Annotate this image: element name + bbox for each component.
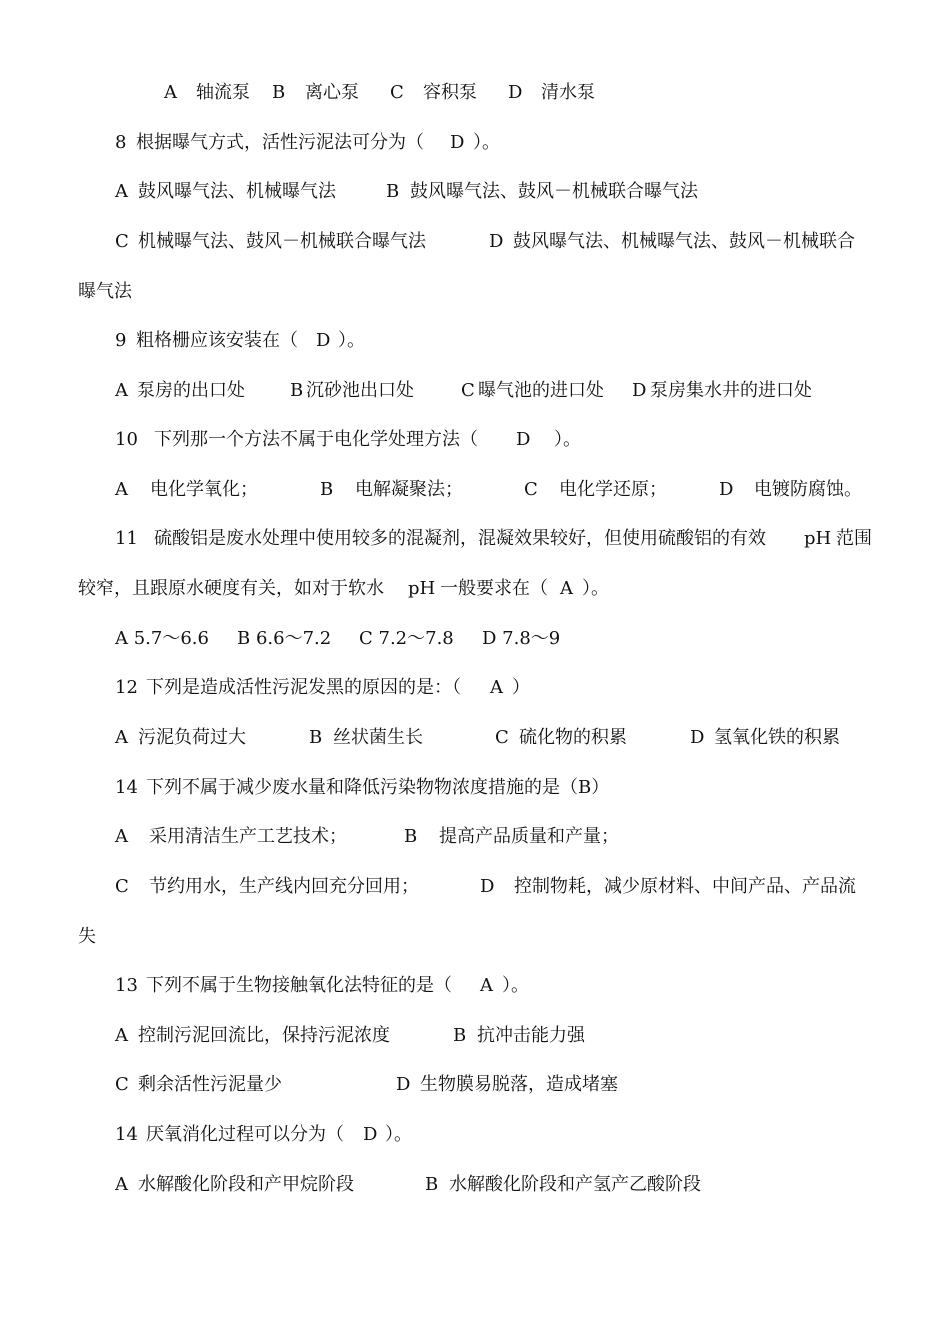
continuation-text: 曝气法 [78,281,132,302]
question-text: ）。 [554,429,581,450]
text-line [0,177,950,207]
question-number: 9 [115,330,127,351]
question-line [0,524,950,554]
option-label: A [115,380,128,401]
option-label: B [386,181,400,202]
text-line [0,574,950,604]
question-number: 14 [115,1124,138,1145]
option-label: C [115,1074,129,1095]
question-text: 硫酸铝是废水处理中使用较多的混凝剂，混凝效果较好，但使用硫酸铝的有效 [154,528,766,549]
option-label: A [115,826,128,847]
question-text: 根据曝气方式，活性污泥法可分为（ [136,132,424,153]
option-text: 控制物耗，减少原材料、中间产品、产品流 [514,876,856,897]
option-text: 泵房的出口处 [137,380,245,401]
option-label: D [508,82,523,103]
option-text: 采用清洁生产工艺技术； [149,826,347,847]
question-text: ）。 [338,330,365,351]
option-text: 沉砂池出口处 [306,380,414,401]
option-label: A [115,1174,128,1195]
question-text: 范围 [836,528,872,549]
option-text: 鼓风曝气法、鼓风－机械联合曝气法 [410,181,698,202]
continuation-text: 失 [78,926,96,947]
answer: D [316,330,331,351]
continuation-text: pH [408,578,436,599]
option-text: 电解凝聚法； [355,479,463,500]
question-line [0,425,950,455]
option-label: C [390,82,404,103]
text-line [0,922,950,952]
option-text: 水解酸化阶段和产甲烷阶段 [138,1174,354,1195]
option-label: B [404,826,418,847]
answer: D [363,1124,378,1145]
question-line [0,673,950,703]
continuation-text: 一般要求在（ [440,578,548,599]
question-line [0,128,950,158]
option-label: D [480,876,495,897]
option-text: 容积泵 [423,82,477,103]
option-text: D 7.8～9 [482,628,561,649]
option-text: 电化学氧化； [150,479,258,500]
question-text: 下列是造成活性污泥发黑的原因的是：（ [146,677,461,698]
option-text: 控制污泥回流比，保持污泥浓度 [138,1025,390,1046]
option-text: 生物膜易脱落，造成堵塞 [420,1074,618,1095]
question-text: 厌氧消化过程可以分为（ [146,1124,344,1145]
option-text: 轴流泵 [196,82,250,103]
option-label: B [290,380,304,401]
option-label: C [115,876,129,897]
question-number: 11 [115,528,138,549]
option-text: 鼓风曝气法、机械曝气法、鼓风－机械联合 [513,231,855,252]
option-label: D [632,380,647,401]
answer: A [480,975,493,996]
answer: D [450,132,465,153]
option-text: 污泥负荷过大 [138,727,246,748]
answer: A [560,578,573,599]
option-label: D [719,479,734,500]
option-label: A [115,727,128,748]
text-line [0,376,950,406]
option-text: 氢氧化铁的积累 [714,727,840,748]
option-text: 泵房集水井的进口处 [650,380,812,401]
text-line [0,1021,950,1051]
option-text: 鼓风曝气法、机械曝气法 [138,181,336,202]
option-text: B 6.6～7.2 [237,628,332,649]
question-text: 下列那一个方法不属于电化学处理方法（ [154,429,478,450]
question-text: ）。 [502,975,529,996]
continuation-text: 较窄，且跟原水硬度有关，如对于软水 [78,578,384,599]
question-text: ）。 [473,132,500,153]
question-number: 10 [115,429,138,450]
option-text: 抗冲击能力强 [477,1025,585,1046]
text-line [0,822,950,852]
option-text: 剩余活性污泥量少 [138,1074,282,1095]
option-label: B [320,479,334,500]
question-text: 下列不属于生物接触氧化法特征的是（ [146,975,452,996]
continuation-text: ）。 [582,578,609,599]
question-text: ）。 [385,1124,412,1145]
option-label: B [272,82,286,103]
option-label: C [461,380,475,401]
answer: D [516,429,531,450]
option-text: A 5.7～6.6 [115,628,209,649]
text-line [0,475,950,505]
text-line [0,227,950,257]
option-label: C [115,231,129,252]
option-text: 节约用水，生产线内回充分回用； [149,876,419,897]
question-text: 粗格栅应该安装在（ [136,330,298,351]
question-number: 13 [115,975,138,996]
option-text: 电化学还原； [559,479,667,500]
option-text: 离心泵 [305,82,359,103]
question-number: 14 [115,777,138,798]
question-line [0,326,950,356]
question-number: 8 [115,132,127,153]
option-text: C 7.2～7.8 [359,628,454,649]
option-label: A [115,479,128,500]
text-line [0,624,950,654]
option-label: D [396,1074,411,1095]
question-text: pH [804,528,832,549]
option-text: 硫化物的积累 [519,727,627,748]
option-label: D [690,727,705,748]
option-label: C [495,727,509,748]
option-label: A [115,1025,128,1046]
question-text: ） [512,677,530,698]
option-text: 丝状菌生长 [333,727,423,748]
option-label: A [115,181,128,202]
option-text: 电镀防腐蚀。 [754,479,862,500]
option-label: A [164,82,177,103]
option-text: 机械曝气法、鼓风－机械联合曝气法 [138,231,426,252]
option-label: C [524,479,538,500]
text-line [0,78,950,108]
answer: A [490,677,503,698]
question-text: 下列不属于减少废水量和降低污染物物浓度措施的是（B） [146,777,610,798]
option-text: 曝气池的进口处 [478,380,604,401]
option-label: B [309,727,323,748]
text-line [0,1170,950,1200]
option-label: B [453,1025,467,1046]
option-text: 水解酸化阶段和产氢产乙酸阶段 [449,1174,701,1195]
option-text: 清水泵 [541,82,595,103]
question-number: 12 [115,677,138,698]
option-label: D [489,231,504,252]
question-line [0,773,950,803]
text-line [0,723,950,753]
text-line [0,872,950,902]
question-line [0,971,950,1001]
question-line [0,1120,950,1150]
option-label: B [425,1174,439,1195]
option-text: 提高产品质量和产量； [439,826,619,847]
text-line [0,277,950,307]
text-line [0,1070,950,1100]
